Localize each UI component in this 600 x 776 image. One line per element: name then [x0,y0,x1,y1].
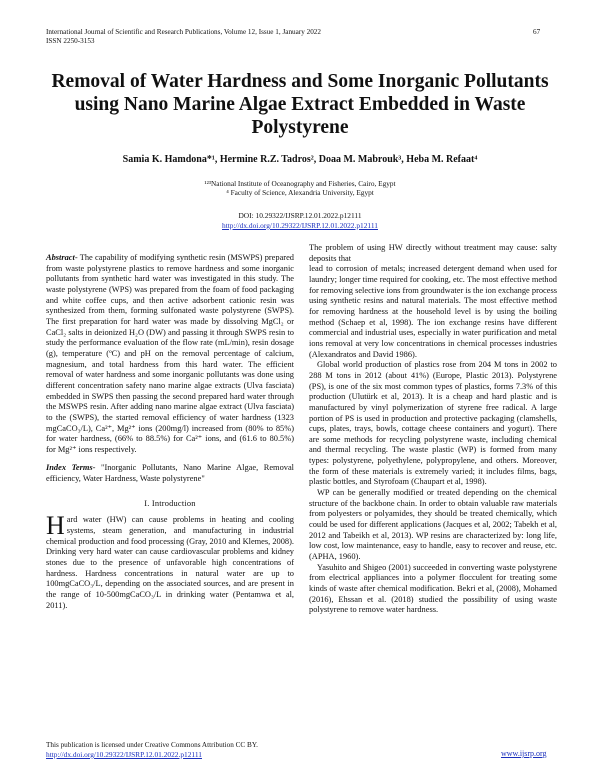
abstract-text: - The capability of modifying synthetic resin (MSWPS) prepared from waste polystyrene plastics to remove hardness and some inorganic pollutants from synthetic hard water was investigated in this study. The waste polystyrene (WPS) was prepared from the foam of food packaging and white coffee cups, and then active adsorbent cationic resin was synthesized from them, forming sulfonated waste polystyrene (SWPS). The first preparation for hard water was made by dissolving MgCl₂ or CaCl₂ salts in deionized H₂O (DW) and passing it through SWPS resin to study the performance evaluation of the flow rate (mL/min), resin dosage (g), temperature (ºC) and pH on the removal percentage of calcium, magnesium, and total hardness from this hard water. The efficient removal of water hardness and some inorganic pollutants was done using different concentration safety nano marine algae extracts (Ulva fasciata) embedded in SWPS then passing the second prepared hard water through the MSWPS resin. After adding nano marine algae extract (Ulva fasciata) to the (SWPS), the started removal efficiency of water hardness (1323 mgCaCO₃/L), Ca²⁺, Mg²⁺ ions (200mg/l) increased from (80% to 85%) for water hardness, (66% to 88.5%) for Ca²⁺ ions, and (61.6 to 80.5%) for Mg²⁺ ions respectively. [46,253,294,454]
journal-header: International Journal of Scientific and Research Publications, Volume 12, Issue 1, January 2022 [46,28,321,36]
drop-cap: H [46,511,65,541]
right-para-4: WP can be generally modified or treated depending on the chemical structure of the backbone chain. In order to obtain valuable raw materials from polyesters or polyamides, they should be treated chemically, which could be used for different applications (Jacques et al, 2002; Tabekh et al, 2012 and Tabeikh et al, 2013). WP resins are characterized by: long life, low cost, low maintenance, easy to handle, easy to recover and reuse, etc. (APHA, 1960). [309,488,557,562]
issn: ISSN 2250-3153 [46,37,95,45]
intro-paragraph [46,511,294,611]
right-para-2: lead to corrosion of metals; increased detergent demand when used for laundry; longer time required for cooking, etc. The most effective method for removing selective ions from groundwater is the ion exchange process using synthetic resins and natural materials. The most effective method for removing hardness at the household level is by using the boiling method (Schaep et al, 1998). The ion exchange resins have different commercial and industrial uses, especially in water purification and metal ions removal at very low concentrations in chemical processes industries (Alexandratos and David 1986). [309,264,557,359]
intro-text: ard water (HW) can cause problems in heating and cooling systems, steam generation, and manufacturing in industrial chemical production and food processing (Gray, 2010 and Klemes, 2008). Drinking very hard water can cause cardiovascular problems and kidney stones due to the presence of unfavorable high concentrations of hardness. Hardness concentrations in natural water are up to 100mgCaCO₃/L, depending on the associated sources, and are present in the range of 10-500mgCaCO₃/L in drinking water (Pentamwa et al, 2011). [46,515,294,610]
right-para-3: Global world production of plastics rose from 204 M tons in 2002 to 288 M tons in 2012 (about 41%) (Europe, Plastic 2013). Polystyrene (PS), is one of the six most common types of plastics, forms 7.3% of this production (Ulutürk et al, 2013). It is a cheap and hard plastic and is manufactured by vinyl polymerization of styrene free radical. A large portion of PS is used in production and protective packaging (clamshells, cups, plates, trays, bowls, cottage cheese containers and yogurt). There are some methods for recycling polystyrene waste, including chemical and thermal recycling. The waste plastic (WP) is formed from many types: polystyrene, polyethylene, polypropylene, and others. Moreover, the form of these materials is extremely varied; it includes films, bags, plastic bottles, and Styrofoam (Chaupart et al, 1998). [309,360,557,487]
abstract-label: Abstract [46,253,75,262]
doi-link-row [40,221,560,231]
abstract [46,253,294,455]
right-para-5: Yasuhito and Shigeo (2001) succeeded in converting waste polystyrene from electrical appliances into a polymer flocculent for treating some kinds of waste after chemical modification. Bekri et al, (2008), Mohamed (2016), Ehssan et al. (2018) studied the possibility of using waste polystyrene to remove water hardness. [309,562,557,615]
doi-label: DOI: 10.29322/IJSRP.12.01.2022.p12111 [238,211,362,220]
affiliation-2: ⁴ Faculty of Science, Alexandria University, Egypt [226,188,374,197]
website-link[interactable]: www.ijsrp.org [501,749,547,758]
license-note: This publication is licensed under Creative Commons Attribution CC BY. [46,741,258,749]
right-column [309,243,557,616]
index-terms-label: Index Terms [46,463,93,473]
footer-doi-link[interactable]: http://dx.doi.org/10.29322/IJSRP.12.01.2022.p12111 [46,750,202,759]
page-number: 67 [533,28,541,36]
author-list: Samia K. Hamdona*¹, Hermine R.Z. Tadros², Doaa M. Mabrouk³, Heba M. Refaat⁴ [122,154,478,165]
section-heading: I. Introduction [144,498,196,508]
left-column [46,253,294,611]
affiliation-1: ¹²³National Institute of Oceanography and Fisheries, Cairo, Egypt [204,179,396,188]
right-para-1: The problem of using HW directly without treatment may cause: salty deposits that [309,243,557,263]
index-terms-text: - "Inorganic Pollutants, Nano Marine Algae, Removal efficiency, Water Hardness, Waste polystyrene" [46,463,294,484]
index-terms [46,463,294,484]
doi-link[interactable]: http://dx.doi.org/10.29322/IJSRP.12.01.2022.p12111 [222,221,378,230]
paper-title: Removal of Water Hardness and Some Inorganic Pollutants using Nano Marine Algae Extract Embedded in Waste Polystyrene [51,71,549,138]
